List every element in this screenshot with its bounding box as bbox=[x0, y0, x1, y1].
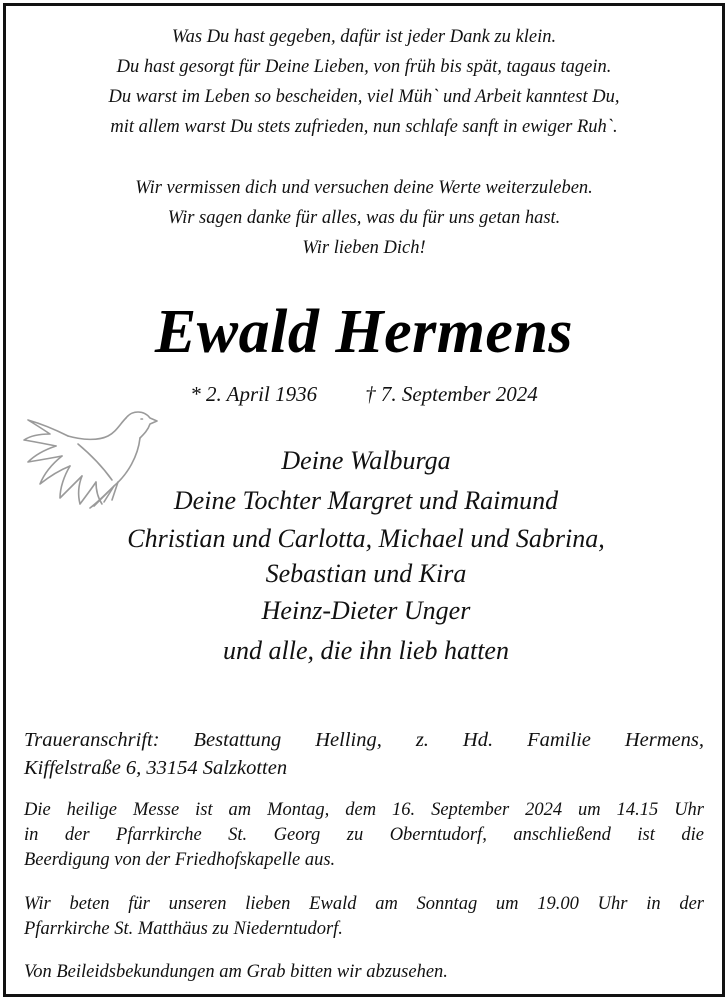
mourner-line: Sebastian und Kira bbox=[265, 559, 467, 588]
mourning-address bbox=[24, 726, 704, 782]
poem-line: mit allem warst Du stets zufrieden, nun schlafe sanft in ewiger Ruh`. bbox=[110, 117, 618, 137]
mourner-line: und alle, die ihn lieb hatten bbox=[223, 636, 509, 665]
deceased-name: Ewald Hermens bbox=[154, 298, 574, 366]
address-line: Kiffelstraße 6, 33154 Salzkotten bbox=[24, 757, 288, 779]
address-line: Traueranschrift: Bestattung Helling, z. Hd. Familie Hermens, bbox=[24, 729, 704, 751]
mourners-list bbox=[56, 441, 676, 671]
mass-notice bbox=[24, 798, 704, 873]
notice-line: in der Pfarrkirche St. Georg zu Oberntudorf, anschließend ist die bbox=[24, 825, 704, 845]
poem-line: Du warst im Leben so bescheiden, viel Müh` und Arbeit kanntest Du, bbox=[108, 87, 620, 107]
notice-line: Pfarrkirche St. Matthäus zu Niederntudorf. bbox=[24, 919, 343, 939]
poem-line: Wir sagen danke für alles, was du für uns getan hast. bbox=[167, 208, 561, 228]
poem-line: Du hast gesorgt für Deine Lieben, von früh bis spät, tagaus tagein. bbox=[116, 57, 612, 77]
notice-line: Von Beileidsbekundungen am Grab bitten wir abzusehen. bbox=[24, 962, 448, 982]
notice-line: Beerdigung von der Friedhofskapelle aus. bbox=[24, 850, 336, 870]
mourner-line: Christian und Carlotta, Michael und Sabrina, bbox=[127, 524, 605, 553]
condolence-notice bbox=[24, 960, 704, 985]
poem-line: Wir vermissen dich und versuchen deine Werte weiterzuleben. bbox=[135, 178, 593, 198]
poem-line: Was Du hast gegeben, dafür ist jeder Dank zu klein. bbox=[171, 27, 557, 47]
mourner-line: Deine Tochter Margret und Raimund bbox=[173, 486, 559, 515]
obituary-frame bbox=[3, 3, 725, 997]
poem-first-stanza bbox=[6, 22, 722, 142]
notice-line: Wir beten für unseren lieben Ewald am Sonntag um 19.00 Uhr in der bbox=[24, 894, 704, 914]
poem-line: Wir lieben Dich! bbox=[302, 238, 426, 258]
mourner-line: Heinz-Dieter Unger bbox=[261, 596, 471, 625]
death-date: † 7. September 2024 bbox=[365, 382, 538, 406]
poem-second-stanza bbox=[6, 173, 722, 263]
mourner-line: Deine Walburga bbox=[281, 446, 451, 475]
birth-date: * 2. April 1936 bbox=[190, 382, 318, 406]
prayer-notice bbox=[24, 892, 704, 942]
notice-line: Die heilige Messe ist am Montag, dem 16. September 2024 um 14.15 Uhr bbox=[24, 800, 704, 820]
